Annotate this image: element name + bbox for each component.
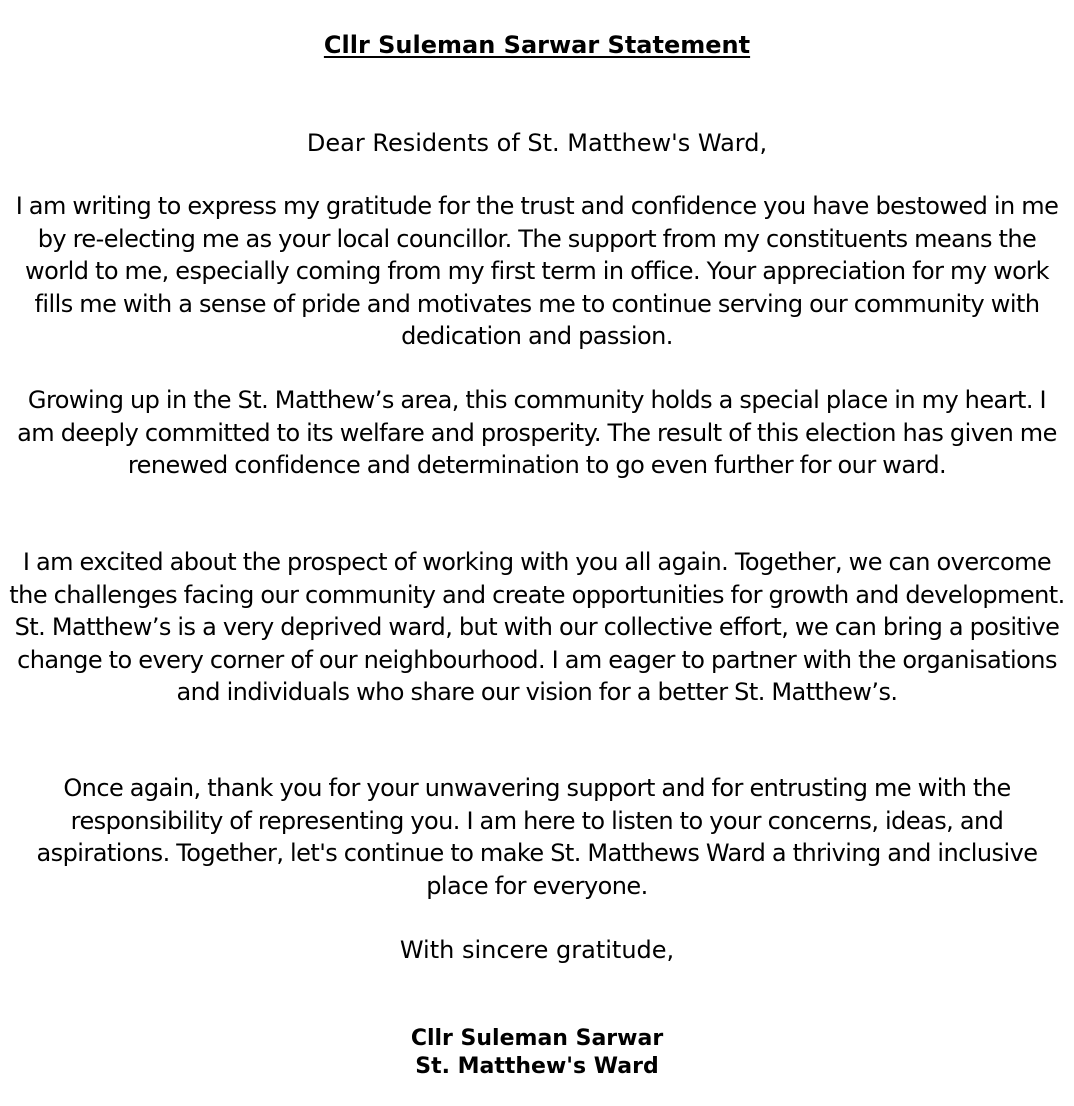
paragraph-3: I am excited about the prospect of working with you all again. Together, we can overcome the challenges facing our community and create opportunities for growth and development. St. Matthew’s is a very deprived ward, but with our collective effort, we can bring a positive change to every corner of our neighbourhood. I am eager to partner with the organisations and individuals who share our vision for a better St. Matthew’s.: [9, 548, 1065, 706]
signature-name: Cllr Suleman Sarwar: [410, 1026, 664, 1051]
signature-ward: St. Matthew's Ward: [415, 1054, 659, 1079]
paragraph-4: Once again, thank you for your unwavering support and for entrusting me with the responsibility of representing you. I am here to listen to your concerns, ideas, and aspirations. Together, let's continue to make St. Matthews Ward a thriving and inclusive place for everyone.: [36, 774, 1038, 900]
greeting: Dear Residents of St. Matthew's Ward,: [306, 129, 768, 157]
document-title: Cllr Suleman Sarwar Statement: [323, 31, 751, 59]
paragraph-2: Growing up in the St. Matthew’s area, this community holds a special place in my heart. I am deeply committed to its welfare and prosperity. The result of this election has given me renewed confidence and determination to go even further for our ward.: [17, 386, 1057, 479]
paragraph-1: I am writing to express my gratitude for the trust and confidence you have bestowed in me by re-electing me as your local councillor. The support from my constituents means the world to me, especially coming from my first term in office. Your appreciation for my work fills me with a sense of pride and motivates me to continue serving our community with dedication and passion.: [15, 192, 1059, 350]
closing-line: With sincere gratitude,: [399, 936, 675, 964]
